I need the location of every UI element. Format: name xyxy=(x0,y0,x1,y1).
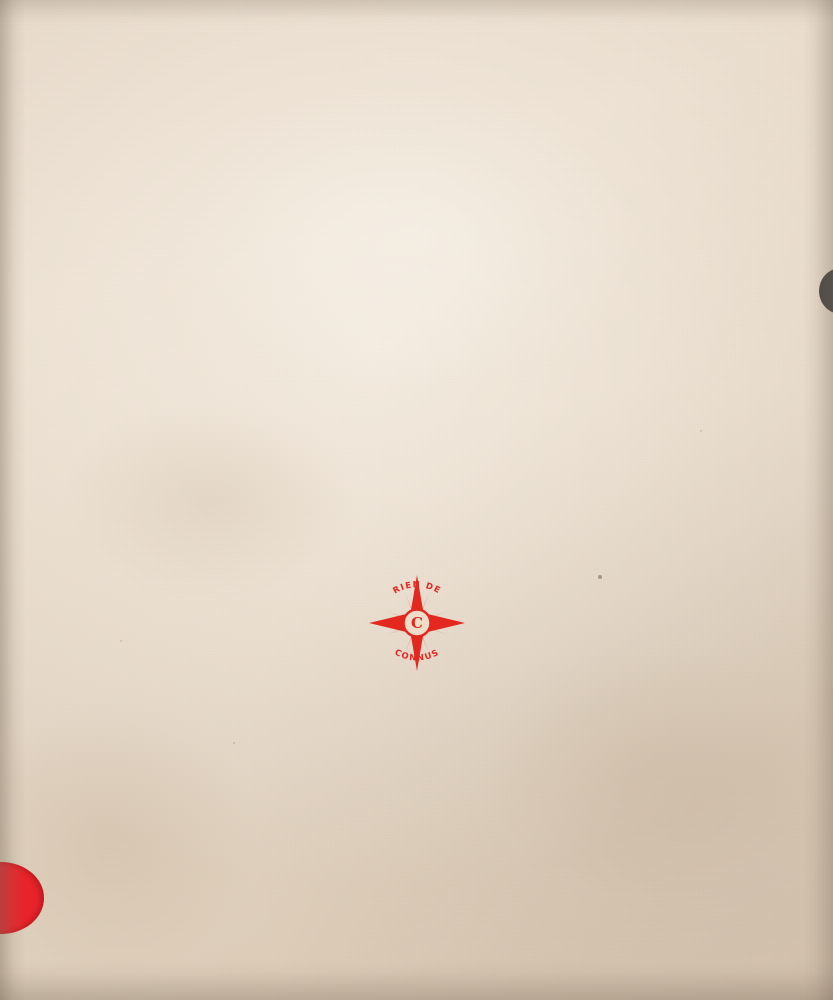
scan-edge-left xyxy=(0,0,26,1000)
scan-edge-bottom xyxy=(0,960,833,1000)
logo-monogram: C xyxy=(410,614,423,632)
paper-speck xyxy=(233,742,235,744)
dark-edge-artifact xyxy=(819,268,833,314)
logo-top-text: RIEN DE xyxy=(390,580,443,597)
rien-de-connu-star-logo xyxy=(362,568,472,678)
paper-speck xyxy=(598,575,602,579)
scan-edge-right xyxy=(803,0,833,1000)
logo-bottom-text: CONNUS xyxy=(392,647,441,664)
red-sticker-artifact xyxy=(0,862,44,934)
paper-stain xyxy=(180,90,640,390)
paper-stain xyxy=(480,640,820,900)
scan-edge-top xyxy=(0,0,833,26)
paper-stain xyxy=(60,400,360,600)
paper-speck xyxy=(700,430,702,432)
paper-stain xyxy=(0,700,260,980)
paper-speck xyxy=(120,640,122,642)
